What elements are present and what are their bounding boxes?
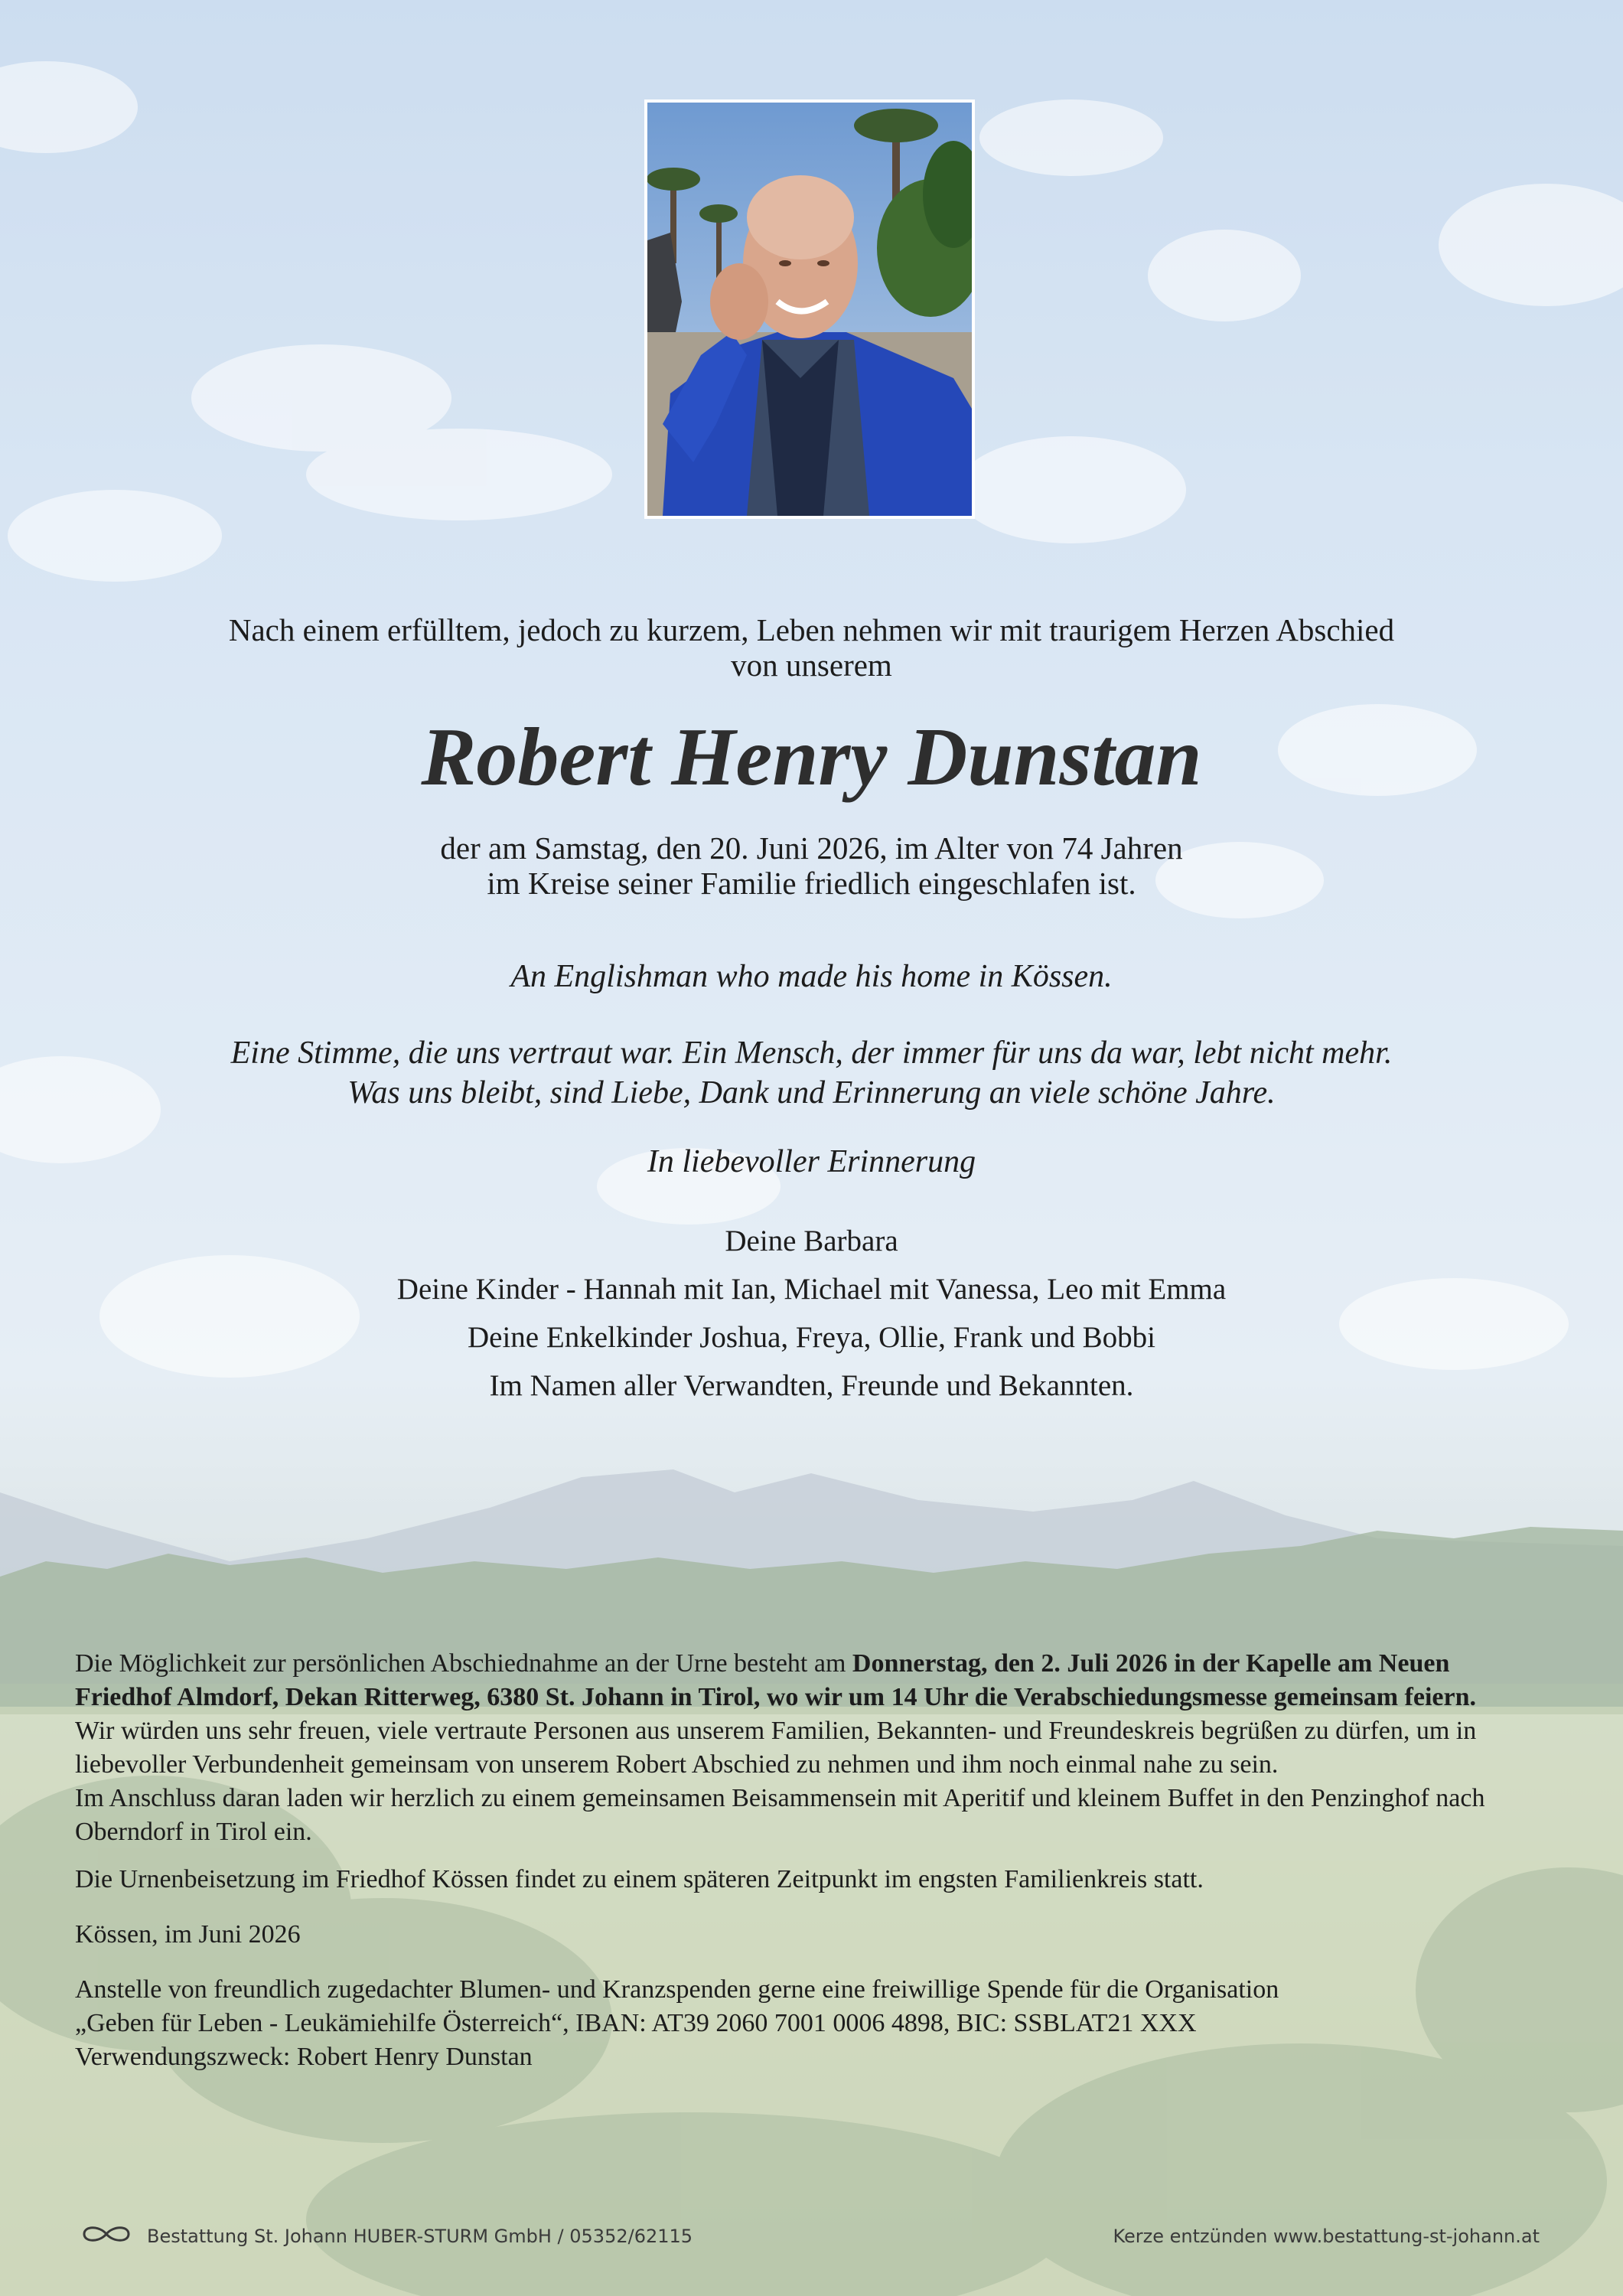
donation-info (75, 1973, 1552, 2074)
death-notice (0, 830, 1623, 901)
ceremony-date-location: Donnerstag, den 2. Juli 2026 in der Kapelle am Neuen Friedhof Almdorf, Dekan Ritterweg, 6380 St. Johann in Tirol, wo wir um 14 Uhr die Verabschiedungsmesse gemeinsam feiern. (75, 1649, 1476, 1711)
mourner-entry: Im Namen aller Verwandten, Freunde und Bekannten. (489, 1369, 1134, 1402)
infinity-icon (77, 2223, 136, 2250)
verse-line-2: Was uns bleibt, sind Liebe, Dank und Erinnerung an viele schöne Jahre. (347, 1075, 1276, 1110)
death-notice-line-2: im Kreise seiner Familie friedlich eingeschlafen ist. (487, 866, 1136, 901)
donation-line-3: Verwendungszweck: Robert Henry Dunstan (75, 2043, 533, 2071)
mourner-entry: Deine Barbara (725, 1225, 898, 1257)
donation-line-1: Anstelle von freundlich zugedachter Blumen- und Kranzspenden gerne eine freiwillige Spende für die Organisation (75, 1975, 1279, 2004)
footer (77, 2223, 1546, 2253)
donation-line-2: „Geben für Leben - Leukämiehilfe Österreich“, IBAN: AT39 2060 7001 0006 4898, BIC: SSBLAT21 XXX (75, 2009, 1197, 2037)
verse-line-1: Eine Stimme, die uns vertraut war. Ein Mensch, der immer für uns da war, lebt nicht mehr. (230, 1035, 1393, 1071)
epithet: An Englishman who made his home in Kössen. (510, 959, 1113, 994)
mourner-entry: Deine Kinder - Hannah mit Ian, Michael mit Vanessa, Leo mit Emma (396, 1273, 1227, 1306)
ceremony-details (75, 1647, 1552, 2074)
intro-line-2: von unserem (731, 647, 892, 683)
burial-info: Die Urnenbeisetzung im Friedhof Kössen findet zu einem späteren Zeitpunkt im engsten Familienkreis statt. (75, 1865, 1204, 1893)
ceremony-paragraph (75, 1647, 1552, 1714)
mourner-entry: Deine Enkelkinder Joshua, Freya, Ollie, Frank und Bobbi (468, 1321, 1155, 1354)
intro-text (0, 612, 1623, 683)
portrait-photo (644, 99, 975, 519)
memory-line: In liebevoller Erinnerung (647, 1144, 976, 1179)
intro-line-1: Nach einem erfülltem, jedoch zu kurzem, Leben nehmen wir mit traurigem Herzen Abschied (228, 612, 1395, 647)
ceremony-reception: Im Anschluss daran laden wir herzlich zu einem gemeinsamen Beisammensein mit Aperitif und kleinem Buffet in den Penzinghof nach Oberndorf in Tirol ein. (75, 1784, 1485, 1846)
verse (0, 1033, 1623, 1113)
death-notice-line-1: der am Samstag, den 20. Juni 2026, im Alter von 74 Jahren (440, 830, 1183, 866)
ceremony-welcome: Wir würden uns sehr freuen, viele vertraute Personen aus unserem Familien, Bekannten- und Freundeskreis begrüßen zu dürfen, um in liebevoller Verbundenheit gemeinsam von unserem Robert Abschied zu nehmen und ihm noch einmal nahe zu sein. (75, 1717, 1477, 1779)
ceremony-intro: Die Möglichkeit zur persönlichen Abschiednahme an der Urne besteht am (75, 1649, 852, 1678)
candle-link[interactable]: Kerze entzünden www.bestattung-st-johann.at (1113, 2226, 1540, 2247)
footer-company (77, 2223, 693, 2250)
mourners-list (0, 1217, 1623, 1410)
deceased-name: Robert Henry Dunstan (421, 712, 1202, 803)
footer-company-text: Bestattung St. Johann HUBER-STURM GmbH / 05352/62115 (147, 2226, 693, 2247)
place-date: Kössen, im Juni 2026 (75, 1920, 301, 1949)
